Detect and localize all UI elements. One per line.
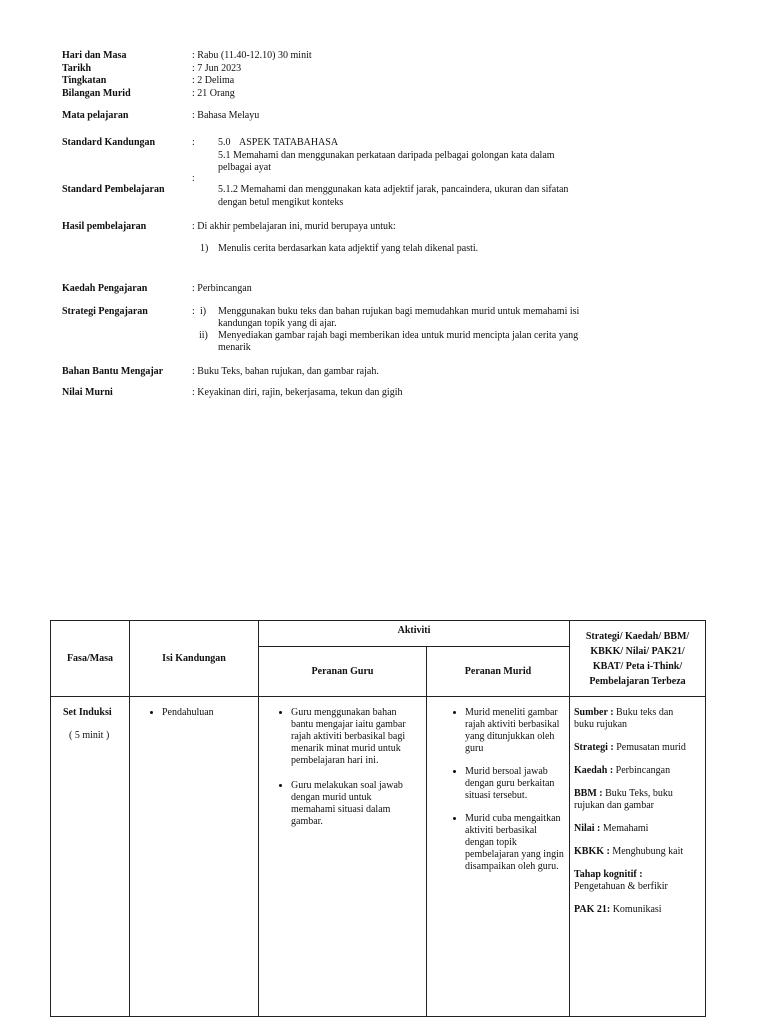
side-nilai: Nilai : Memahami	[574, 823, 649, 834]
standard-pembelajaran-colon: :	[192, 173, 195, 184]
side-kaedah: Kaedah : Perbincangan	[574, 765, 671, 776]
info-value-tingkatan: : 2 Delima	[192, 75, 235, 86]
isi-item: • Pendahuluan	[162, 707, 252, 719]
standard-kandungan-line2: pelbagai ayat	[218, 162, 272, 173]
kaedah-label: Kaedah Pengajaran	[62, 283, 148, 294]
mata-pelajaran-label: Mata pelajaran	[62, 110, 129, 121]
strategi-label: Strategi Pengajaran	[62, 306, 148, 317]
strategi-i-line2: kandungan topik yang di ajar.	[218, 318, 337, 329]
standard-pembelajaran-line1: 5.1.2 Memahami dan menggunakan kata adjektif jarak, pancaindera, ukuran dan sifatan	[218, 184, 569, 195]
side-pak21: PAK 21: Komunikasi	[574, 904, 662, 915]
fasa-time: ( 5 minit )	[69, 730, 110, 741]
header-peranan-murid: Peranan Murid	[427, 647, 570, 697]
header-fasa: Fasa/Masa	[51, 621, 130, 697]
nilai-label: Nilai Murni	[62, 387, 113, 398]
murid-item: • Murid meneliti gambar rajah aktiviti berbasikal yang ditunjukkan oleh guru	[465, 707, 567, 755]
isi-list	[142, 707, 252, 719]
murid-item: • Murid cuba mengaitkan aktiviti berbasikal dengan topik pembelajaran yang ingin disampaikan oleh guru.	[465, 813, 567, 873]
bahan-value: : Buku Teks, bahan rujukan, dan gambar rajah.	[192, 366, 379, 377]
mata-pelajaran-value: : Bahasa Melayu	[192, 110, 260, 121]
strategi-ii-line1: Menyediakan gambar rajah bagi memberikan idea untuk murid mencipta jalan cerita yang	[218, 330, 579, 341]
fasa-title: Set Induksi	[63, 707, 112, 718]
cell-isi	[130, 697, 259, 1017]
strategi-i-line1: Menggunakan buku teks dan bahan rujukan bagi memudahkan murid untuk memahami isi	[218, 306, 580, 317]
header-isi: Isi Kandungan	[130, 621, 259, 697]
guru-list	[271, 707, 416, 828]
lesson-plan-table	[50, 620, 706, 1017]
strategi-i-num: i)	[200, 306, 207, 317]
hasil-item-text: Menulis cerita berdasarkan kata adjektif yang telah dikenal pasti.	[218, 243, 479, 254]
strategi-ii-num: ii)	[199, 330, 208, 341]
side-tahap-kognitif: Tahap kognitif : Pengetahuan & berfikir	[574, 869, 668, 892]
hasil-item-num: 1)	[200, 243, 209, 254]
hasil-label: Hasil pembelajaran	[62, 221, 147, 232]
header-aktiviti: Aktiviti	[259, 621, 570, 647]
info-label-bilangan: Bilangan Murid	[62, 88, 131, 99]
standard-kandungan-label: Standard Kandungan	[62, 137, 156, 148]
info-value-tarikh: : 7 Jun 2023	[192, 63, 242, 74]
cell-fasa	[51, 697, 130, 1017]
side-bbm: BBM : Buku Teks, buku rujukan dan gambar	[574, 788, 673, 811]
strategi-colon: :	[192, 306, 195, 317]
side-sumber: Sumber : Buku teks dan buku rujukan	[574, 707, 674, 730]
standard-kandungan-title: ASPEK TATABAHASA	[239, 137, 339, 148]
info-value-hari: : Rabu (11.40-12.10) 30 minit	[192, 50, 312, 61]
murid-item: • Murid bersoal jawab dengan guru berkaitan situasi tersebut.	[465, 766, 567, 802]
standard-pembelajaran-label: Standard Pembelajaran	[62, 184, 165, 195]
standard-pembelajaran-line2: dengan betul mengikut konteks	[218, 197, 344, 208]
bahan-label: Bahan Bantu Mengajar	[62, 366, 164, 377]
cell-murid	[427, 697, 570, 1017]
standard-kandungan-colon: :	[192, 137, 195, 148]
header-peranan-guru: Peranan Guru	[259, 647, 427, 697]
header-strategi: Strategi/ Kaedah/ BBM/ KBKK/ Nilai/ PAK21/ KBAT/ Peta i-Think/ Pembelajaran Terbeza	[570, 621, 706, 697]
guru-item: • Guru menggunakan bahan bantu mengajar iaitu gambar rajah aktiviti berbasikal bagi menarik minat murid untuk pembelajaran hari ini.	[291, 707, 416, 767]
standard-kandungan-line1: 5.1 Memahami dan menggunakan perkataan daripada pelbagai golongan kata dalam	[218, 150, 555, 161]
info-value-bilangan: : 21 Orang	[192, 88, 235, 99]
standard-kandungan-num: 5.0	[218, 137, 231, 148]
kaedah-value: : Perbincangan	[192, 283, 252, 294]
hasil-value: : Di akhir pembelajaran ini, murid berupaya untuk:	[192, 221, 396, 232]
strategi-ii-line2: menarik	[218, 342, 251, 353]
info-label-hari: Hari dan Masa	[62, 50, 127, 61]
guru-item: • Guru melakukan soal jawab dengan murid untuk memahami situasi dalam gambar.	[291, 780, 416, 828]
info-label-tingkatan: Tingkatan	[62, 75, 107, 86]
side-kbkk: KBKK : Menghubung kait	[574, 846, 684, 857]
side-strategi: Strategi : Pemusatan murid	[574, 742, 686, 753]
nilai-value: : Keyakinan diri, rajin, bekerjasama, tekun dan gigih	[192, 387, 403, 398]
murid-list	[445, 707, 567, 873]
cell-guru	[259, 697, 427, 1017]
cell-strategi	[570, 697, 706, 1017]
info-label-tarikh: Tarikh	[62, 63, 92, 74]
